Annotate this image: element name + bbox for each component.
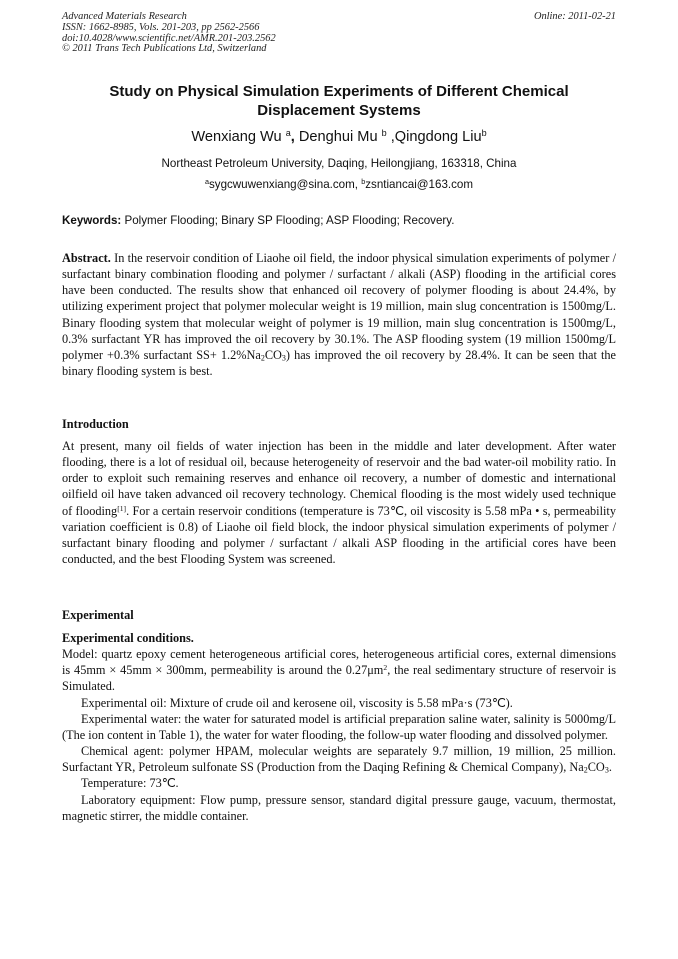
equipment-paragraph: Laboratory equipment: Flow pump, pressure sensor, standard digital pressure gauge, vacuum, thermostat, magnetic stirrer, the middle container.: [62, 792, 616, 823]
keywords-label: Keywords:: [62, 214, 122, 227]
intro-text-2: . For a certain reservoir conditions (temperature is 73℃, oil viscosity is 5.58 mPa • s, permeability variation coefficient is 0.8) of Liaohe oil field block, the indoor physical simulation experiments of polymer / surfactant binary flooding and polymer / surfactant / alkali ASP flooding in the artificial cores have been conducted, and the best Flooding System was screened.: [62, 503, 616, 567]
experimental-heading: Experimental: [62, 608, 134, 622]
agent-text-3: .: [608, 760, 612, 775]
agent-text-1: Chemical agent: polymer HPAM, molecular weights are separately 9.7 million, 19 million, 25 million. Surfactant YR, Petroleum sulfonate SS (Production from the Daqing Refining & Chemical Company), Na: [62, 744, 616, 775]
model-sup: 2: [383, 663, 388, 673]
journal-name: Advanced Materials Research: [62, 11, 187, 22]
journal-header: [62, 12, 616, 55]
citation-ref: [1]: [117, 503, 127, 513]
model-paragraph: [62, 646, 616, 694]
author-2: Denghui Mu: [298, 129, 378, 145]
model-text-1: Model: quartz epoxy cement heterogeneous artificial cores, heterogeneous artificial cores, external dimensions is 45mm × 45mm × 300mm, permeability is around the 0.27μm: [62, 647, 616, 678]
introduction-heading: Introduction: [62, 417, 129, 431]
online-date: Online: 2011-02-21: [533, 11, 616, 22]
journal-issn: ISSN: 1662-8985, Vols. 201-203, pp 2562-2566: [62, 21, 260, 33]
intro-text-1: At present, many oil fields of water injection has been in the middle and later development. After water flooding, there is a lot of residual oil, because heterogeneity of reservoir and the bad water-oil mobility ratio. In order to exploit such remaining reserves and enhance oil recovery, a number of domestic and international oilfield oil have taken advanced oil recovery technology. Chemical flooding is the most widely used technique of flooding: [62, 439, 616, 518]
email-a-sup: a: [204, 177, 209, 187]
experimental-conditions-heading: Experimental conditions.: [62, 631, 194, 645]
author-3-sup: b: [481, 128, 487, 139]
abstract-label: Abstract.: [62, 251, 111, 265]
paper-title: [62, 82, 616, 120]
water-paragraph: Experimental water: the water for saturated model is artificial preparation saline water, salinity is 5000mg/L (The ion content in Table 1), the water for water flooding, the follow-up water flooding and dissolved polymer.: [62, 711, 616, 742]
journal-doi: doi:10.4028/www.scientific.net/AMR.201-203.2562: [62, 32, 276, 44]
agent-text-2: CO: [587, 760, 605, 775]
author-2-sup: b: [381, 128, 387, 139]
author-list: [62, 128, 616, 146]
author-emails: [62, 178, 616, 192]
temperature-paragraph: Temperature: 73℃.: [81, 776, 179, 791]
author-sep-1: ,: [290, 129, 299, 145]
abstract-sub-1: 2: [260, 353, 265, 363]
introduction-paragraph: [62, 438, 616, 567]
abstract-text-2: CO: [264, 347, 282, 362]
model-text-2: , the real sedimentary structure of reservoir is Simulated.: [62, 663, 616, 694]
title-line-1: Study on Physical Simulation Experiments of Different Chemical: [109, 83, 569, 100]
author-3: Qingdong Liu: [394, 129, 482, 145]
email-b-sup: b: [361, 177, 366, 187]
email-a: sygcwuwenxiang@sina.com,: [208, 178, 362, 191]
abstract-text-1: In the reservoir condition of Liaohe oil field, the indoor physical simulation experiments of polymer / surfactant binary combination flooding and polymer / surfactant / alkali (ASP) flooding in the artificial cores have been conducted. The results show that enhanced oil recovery of polymer flooding is about 24.4%, by utilizing experiment project that polymer molecular weight is 19 million, main slug concentration is 1500mg/L. Binary flooding system that molecular weight of polymer is 19 million, main slug concentration is 1500mg/L, 0.3% surfactant YR has improved the oil recovery by 30.1%. The ASP flooding system (19 million 1500mg/L polymer +0.3% surfactant SS+ 1.2%Na: [62, 251, 616, 362]
email-b: zsntiancai@163.com: [365, 178, 474, 191]
agent-sub-1: 2: [583, 765, 588, 775]
keywords: [62, 214, 616, 228]
experimental-section: [62, 630, 616, 824]
abstract-text-3: ) has improved the oil recovery by 28.4%. It can be seen that the binary flooding system is best.: [62, 347, 616, 379]
abstract-sub-2: 3: [281, 353, 286, 363]
keywords-text: Polymer Flooding; Binary SP Flooding; ASP Flooding; Recovery.: [121, 214, 455, 227]
agent-paragraph: [62, 743, 616, 775]
oil-paragraph: Experimental oil: Mixture of crude oil and kerosene oil, viscosity is 5.58 mPa·s (73℃).: [81, 695, 513, 710]
abstract: [62, 250, 616, 379]
author-1: Wenxiang Wu: [191, 129, 282, 145]
affiliation: Northeast Petroleum University, Daqing, Heilongjiang, 163318, China: [161, 157, 517, 170]
author-1-sup: a: [285, 128, 291, 139]
title-line-2: Displacement Systems: [257, 102, 421, 119]
journal-copyright: © 2011 Trans Tech Publications Ltd, Switzerland: [62, 43, 267, 55]
agent-sub-2: 3: [604, 765, 609, 775]
author-sep-2: ,: [386, 129, 395, 145]
